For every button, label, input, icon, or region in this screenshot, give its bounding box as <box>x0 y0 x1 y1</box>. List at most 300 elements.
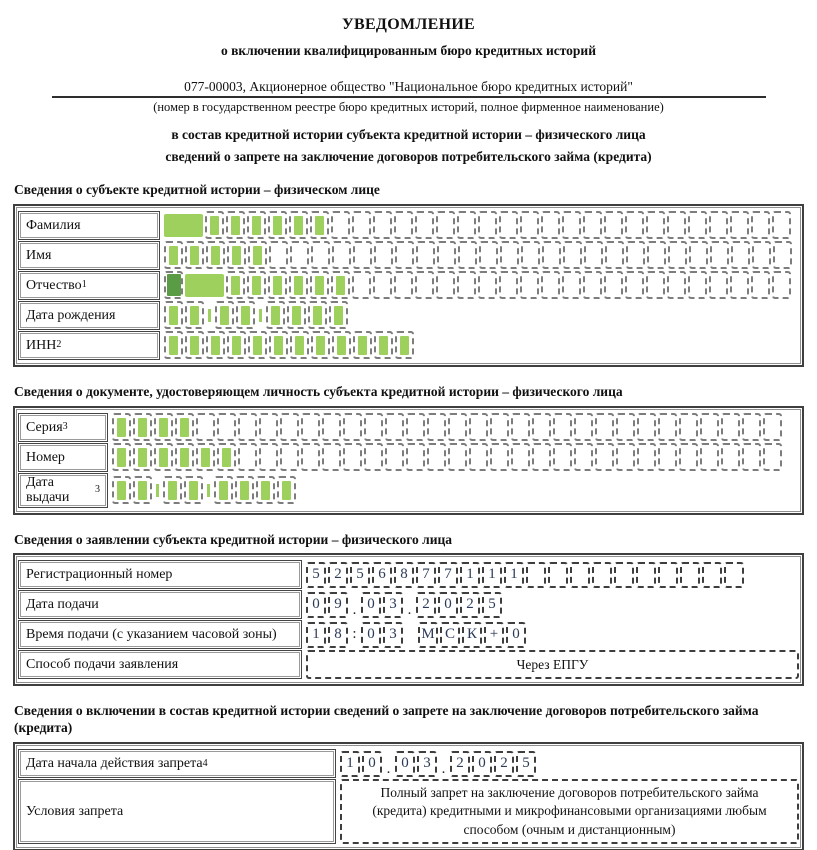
redaction-mark <box>261 481 270 500</box>
char-box <box>287 301 306 329</box>
empty-char-box <box>548 562 568 588</box>
row-label: Дата выдачи 3 <box>18 473 108 508</box>
empty-char-box <box>680 562 700 588</box>
redaction-mark <box>117 448 126 467</box>
char-box <box>268 211 287 239</box>
char-box: 8 <box>394 562 414 588</box>
empty-char-box <box>436 211 455 239</box>
value-text-cell: Через ЕПГУ <box>306 650 799 679</box>
row-label <box>18 301 160 330</box>
empty-char-box <box>532 443 551 471</box>
char-box <box>236 301 255 329</box>
char-box: 7 <box>438 562 458 588</box>
empty-char-box <box>709 211 728 239</box>
empty-char-box <box>604 211 623 239</box>
empty-char-box <box>532 413 551 441</box>
redaction-mark <box>190 306 199 325</box>
empty-char-box <box>625 271 644 299</box>
redaction-mark <box>180 448 189 467</box>
empty-char-box <box>415 211 434 239</box>
char-boxes <box>164 301 799 330</box>
empty-char-box <box>394 211 413 239</box>
char-boxes <box>306 590 799 619</box>
row-label-text: Дата рождения <box>26 307 116 323</box>
char-box: 0 <box>361 622 381 648</box>
row-label: ИНН 2 <box>18 331 160 360</box>
section-heading: Сведения о заявлении субъекта кредитной истории – физического лица <box>14 531 453 547</box>
form-table <box>13 204 804 367</box>
purpose-line-2: сведений о запрете на заключение договоров потребительского займа (кредита) <box>165 149 652 164</box>
redaction-wide-mark <box>185 274 224 297</box>
empty-char-box <box>448 443 467 471</box>
row-label: Дата начала действия запрета 4 <box>18 749 336 778</box>
empty-char-box <box>416 241 435 269</box>
char-box <box>185 241 204 269</box>
char-box <box>235 476 254 504</box>
colon-separator: : <box>352 626 357 643</box>
empty-char-box <box>364 443 383 471</box>
row-label-text: Номер <box>26 449 65 465</box>
document-title: УВЕДОМЛЕНИЕ <box>341 16 476 33</box>
char-box: К <box>462 622 482 648</box>
char-box <box>164 331 183 359</box>
char-boxes <box>164 331 799 360</box>
empty-char-box <box>773 241 792 269</box>
empty-char-box <box>751 271 770 299</box>
empty-char-box <box>269 241 288 269</box>
empty-char-box <box>301 443 320 471</box>
empty-char-box <box>406 413 425 441</box>
char-box <box>215 301 234 329</box>
section-heading: Сведения о субъекте кредитной истории – физическом лице <box>14 182 380 197</box>
purpose-line-1: в состав кредитной истории субъекта кредитной истории – физического лица <box>171 127 646 142</box>
char-box <box>374 331 393 359</box>
empty-char-box <box>574 413 593 441</box>
empty-char-box <box>196 413 215 441</box>
redaction-mark <box>138 418 147 437</box>
empty-char-box <box>394 271 413 299</box>
empty-char-box <box>290 241 309 269</box>
char-box <box>112 476 131 504</box>
table-row <box>18 211 799 240</box>
empty-char-box <box>584 241 603 269</box>
empty-char-box <box>679 443 698 471</box>
empty-char-box <box>616 443 635 471</box>
empty-char-box <box>478 211 497 239</box>
empty-char-box <box>605 241 624 269</box>
document-subtitle: о включении квалифицированным бюро кредитных историй <box>220 43 596 58</box>
empty-char-box <box>520 211 539 239</box>
char-box <box>214 476 233 504</box>
redaction-mark <box>240 481 249 500</box>
row-label <box>18 443 108 472</box>
redacted-date-separator <box>156 484 159 497</box>
redaction-mark <box>336 276 345 295</box>
empty-char-box <box>427 443 446 471</box>
char-box: 5 <box>350 562 370 588</box>
empty-char-box <box>352 271 371 299</box>
empty-char-box <box>583 271 602 299</box>
redaction-mark <box>294 216 303 235</box>
empty-char-box <box>647 241 666 269</box>
redaction-mark <box>294 276 303 295</box>
sections-container <box>13 182 804 850</box>
empty-char-box <box>238 443 257 471</box>
section-heading: Сведения о документе, удостоверяющем личность субъекта кредитной истории – физического лица <box>14 383 623 399</box>
redaction-wide-mark <box>164 214 203 237</box>
char-box <box>247 271 266 299</box>
bureau-registry-line: 077-00003, Акционерное общество "Национальное бюро кредитных историй" <box>52 79 766 98</box>
redaction-mark <box>180 418 189 437</box>
row-label-text: Дата подачи <box>26 597 99 613</box>
char-boxes <box>164 271 799 300</box>
redaction-mark <box>117 481 126 500</box>
char-box <box>196 443 215 471</box>
char-box <box>226 271 245 299</box>
redaction-mark <box>211 336 220 355</box>
empty-char-box <box>541 271 560 299</box>
char-box <box>329 301 348 329</box>
row-label-text: Дата начала действия запрета <box>26 755 203 771</box>
empty-char-box <box>353 241 372 269</box>
char-box: 2 <box>494 751 514 777</box>
empty-char-box <box>688 271 707 299</box>
empty-char-box <box>646 211 665 239</box>
empty-char-box <box>592 562 612 588</box>
empty-char-box <box>322 413 341 441</box>
empty-char-box <box>490 413 509 441</box>
table-row <box>18 650 799 679</box>
char-boxes <box>112 413 799 442</box>
char-box <box>133 443 152 471</box>
char-boxes <box>306 620 799 649</box>
empty-char-box <box>688 211 707 239</box>
form-table <box>13 406 804 515</box>
empty-char-box <box>343 443 362 471</box>
char-box: 0 <box>362 751 382 777</box>
char-box <box>133 413 152 441</box>
empty-char-box <box>448 413 467 441</box>
table-row <box>18 241 799 270</box>
char-boxes <box>164 211 799 240</box>
row-label-text: Дата выдачи <box>26 474 70 506</box>
char-box <box>332 331 351 359</box>
empty-char-box <box>625 211 644 239</box>
char-box <box>308 301 327 329</box>
table-row <box>18 301 799 330</box>
empty-char-box <box>311 241 330 269</box>
redaction-dark-mark <box>167 274 181 296</box>
empty-char-box <box>259 413 278 441</box>
redaction-mark <box>219 481 228 500</box>
char-box <box>256 476 275 504</box>
char-box: 1 <box>340 751 360 777</box>
table-row <box>18 413 799 442</box>
char-box <box>311 331 330 359</box>
empty-char-box <box>563 241 582 269</box>
row-label-text: Время подачи (с указанием часовой зоны) <box>26 627 277 643</box>
char-box <box>154 413 173 441</box>
char-box: + <box>484 622 504 648</box>
empty-char-box <box>301 413 320 441</box>
char-box: 1 <box>460 562 480 588</box>
empty-char-box <box>562 211 581 239</box>
char-box <box>289 211 308 239</box>
char-box <box>164 271 183 299</box>
redaction-mark <box>190 246 199 265</box>
redaction-mark <box>117 418 126 437</box>
empty-char-box <box>742 413 761 441</box>
empty-char-box <box>637 413 656 441</box>
char-box <box>277 476 296 504</box>
dot-separator: . <box>407 601 412 618</box>
section-heading: Сведения о включении в состав кредитной истории сведений о запрете на заключение договоров потребительского займа (кредита) <box>14 703 759 736</box>
empty-char-box <box>520 271 539 299</box>
empty-char-box <box>478 271 497 299</box>
row-label <box>18 211 160 240</box>
redaction-mark <box>138 448 147 467</box>
row-label <box>18 779 336 844</box>
char-box <box>269 331 288 359</box>
char-box <box>112 443 131 471</box>
char-box: 2 <box>416 592 436 618</box>
char-box <box>227 331 246 359</box>
empty-char-box <box>646 271 665 299</box>
redaction-mark <box>379 336 388 355</box>
redaction-mark <box>316 336 325 355</box>
redaction-mark <box>252 276 261 295</box>
empty-char-box <box>700 413 719 441</box>
char-boxes <box>340 749 799 778</box>
empty-char-box <box>373 271 392 299</box>
table-row <box>18 560 799 589</box>
char-box: 1 <box>504 562 524 588</box>
row-label-text: Условия запрета <box>26 803 124 819</box>
row-label: Серия 3 <box>18 413 108 442</box>
empty-char-box <box>457 271 476 299</box>
empty-char-box <box>521 241 540 269</box>
char-box: 0 <box>306 592 326 618</box>
char-box <box>395 331 414 359</box>
empty-char-box <box>526 562 546 588</box>
char-box <box>175 413 194 441</box>
empty-char-box <box>280 443 299 471</box>
table-row <box>18 443 799 472</box>
redaction-mark <box>295 336 304 355</box>
row-label <box>18 650 302 679</box>
char-box <box>206 241 225 269</box>
redaction-mark <box>252 216 261 235</box>
char-box <box>331 271 350 299</box>
empty-char-box <box>616 413 635 441</box>
table-row <box>18 271 799 300</box>
redaction-mark <box>222 448 231 467</box>
redaction-mark <box>315 216 324 235</box>
empty-char-box <box>385 443 404 471</box>
empty-char-box <box>458 241 477 269</box>
char-box <box>289 271 308 299</box>
empty-char-box <box>763 413 782 441</box>
empty-char-box <box>479 241 498 269</box>
empty-char-box <box>542 241 561 269</box>
table-row <box>18 620 799 649</box>
row-label-text: Фамилия <box>26 217 81 233</box>
char-box: 3 <box>383 622 403 648</box>
empty-char-box <box>469 413 488 441</box>
row-label-text: Отчество <box>26 277 82 293</box>
char-box <box>226 211 245 239</box>
value-text-cell: Полный запрет на заключение договоров потребительского займа (кредита) кредитными и микрофинансовыми организациями любым способом (очным и дистанционным) <box>340 779 799 844</box>
redaction-mark <box>313 306 322 325</box>
char-box: 5 <box>516 751 536 777</box>
empty-char-box <box>331 211 350 239</box>
redaction-mark <box>201 448 210 467</box>
redaction-mark <box>400 336 409 355</box>
redaction-mark <box>273 276 282 295</box>
row-label <box>18 241 160 270</box>
char-box: 2 <box>450 751 470 777</box>
empty-char-box <box>668 241 687 269</box>
redaction-mark <box>189 481 198 500</box>
char-box <box>227 241 246 269</box>
empty-char-box <box>721 413 740 441</box>
empty-char-box <box>679 413 698 441</box>
empty-char-box <box>724 562 744 588</box>
table-row <box>18 590 799 619</box>
char-box <box>217 443 236 471</box>
char-boxes <box>112 473 799 508</box>
redaction-mark <box>159 418 168 437</box>
empty-char-box <box>721 443 740 471</box>
table-row <box>18 749 799 778</box>
redaction-mark <box>271 306 280 325</box>
empty-char-box <box>374 241 393 269</box>
empty-char-box <box>343 413 362 441</box>
char-box: 2 <box>328 562 348 588</box>
redacted-date-separator <box>208 309 211 322</box>
empty-char-box <box>658 443 677 471</box>
redaction-mark <box>232 336 241 355</box>
char-boxes <box>164 241 799 270</box>
char-boxes <box>306 560 799 589</box>
redaction-mark <box>159 448 168 467</box>
char-box <box>205 211 224 239</box>
empty-char-box <box>562 271 581 299</box>
redaction-mark <box>138 481 147 500</box>
char-box <box>164 301 183 329</box>
char-boxes <box>112 443 799 472</box>
redaction-mark <box>231 216 240 235</box>
char-box: 2 <box>460 592 480 618</box>
char-box <box>268 271 287 299</box>
char-box <box>185 331 204 359</box>
char-box: 8 <box>328 622 348 648</box>
redacted-date-separator <box>259 309 262 322</box>
empty-char-box <box>437 241 456 269</box>
char-box: 6 <box>372 562 392 588</box>
empty-char-box <box>553 413 572 441</box>
char-box: 3 <box>383 592 403 618</box>
empty-char-box <box>614 562 634 588</box>
empty-char-box <box>772 271 791 299</box>
empty-char-box <box>700 443 719 471</box>
dot-separator: . <box>386 760 391 777</box>
char-box <box>353 331 372 359</box>
form-table <box>13 742 804 850</box>
empty-char-box <box>636 562 656 588</box>
char-box: 3 <box>417 751 437 777</box>
empty-char-box <box>500 241 519 269</box>
empty-char-box <box>238 413 257 441</box>
char-box <box>248 241 267 269</box>
empty-char-box <box>637 443 656 471</box>
empty-char-box <box>702 562 722 588</box>
empty-char-box <box>752 241 771 269</box>
empty-char-box <box>772 211 791 239</box>
empty-char-box <box>730 211 749 239</box>
redaction-mark <box>211 246 220 265</box>
char-box <box>310 271 329 299</box>
empty-char-box <box>511 413 530 441</box>
redaction-mark <box>358 336 367 355</box>
empty-char-box <box>626 241 645 269</box>
empty-char-box <box>658 562 678 588</box>
redaction-mark <box>232 246 241 265</box>
redaction-mark <box>315 276 324 295</box>
char-box <box>310 211 329 239</box>
redaction-mark <box>190 336 199 355</box>
redaction-mark <box>274 336 283 355</box>
char-box: 1 <box>306 622 326 648</box>
char-box: 9 <box>328 592 348 618</box>
redaction-mark <box>334 306 343 325</box>
empty-char-box <box>415 271 434 299</box>
empty-char-box <box>742 443 761 471</box>
empty-char-box <box>763 443 782 471</box>
char-box <box>175 443 194 471</box>
empty-char-box <box>511 443 530 471</box>
empty-char-box <box>217 413 236 441</box>
empty-char-box <box>709 271 728 299</box>
char-box: М <box>418 622 438 648</box>
row-label-text: Имя <box>26 247 52 263</box>
char-box: 0 <box>438 592 458 618</box>
empty-char-box <box>364 413 383 441</box>
redaction-mark <box>282 481 291 500</box>
redaction-mark <box>337 336 346 355</box>
dot-separator: . <box>352 601 357 618</box>
empty-char-box <box>280 413 299 441</box>
empty-char-box <box>352 211 371 239</box>
char-box: 5 <box>306 562 326 588</box>
empty-char-box <box>595 443 614 471</box>
dot-separator: . <box>441 760 446 777</box>
empty-char-box <box>395 241 414 269</box>
empty-char-box <box>710 241 729 269</box>
char-box <box>290 331 309 359</box>
empty-char-box <box>595 413 614 441</box>
char-box <box>184 476 203 504</box>
row-label-text: Способ подачи заявления <box>26 657 179 673</box>
char-box: 0 <box>361 592 381 618</box>
char-box: 0 <box>472 751 492 777</box>
empty-char-box <box>667 271 686 299</box>
row-label-text: ИНН <box>26 337 57 353</box>
empty-char-box <box>553 443 572 471</box>
bureau-registry-caption: (номер в государственном реестре бюро кредитных историй, полное фирменное наименование) <box>153 100 664 114</box>
row-label-text: Серия <box>26 419 63 435</box>
empty-char-box <box>541 211 560 239</box>
